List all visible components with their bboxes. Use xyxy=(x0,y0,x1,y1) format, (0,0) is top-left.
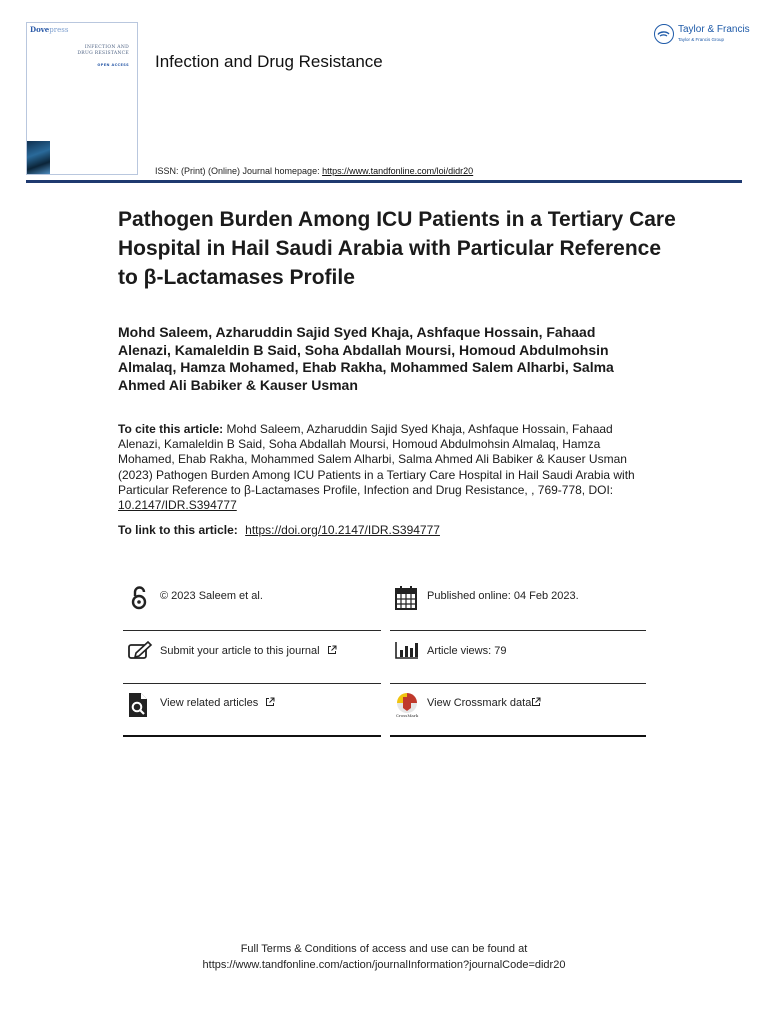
publisher-name: Taylor & Francis xyxy=(678,24,750,35)
cover-journal-line1: INFECTION AND xyxy=(84,45,129,50)
crossmark-label: View Crossmark data xyxy=(427,697,532,709)
edit-icon xyxy=(127,640,151,666)
copyright-text: © 2023 Saleem et al. xyxy=(160,590,263,602)
grid-divider xyxy=(123,630,381,631)
submit-cell[interactable] xyxy=(123,640,381,692)
journal-homepage-link[interactable]: https://www.tandfonline.com/loi/didr20 xyxy=(322,166,474,176)
citation-block xyxy=(118,422,648,513)
related-articles-icon xyxy=(127,692,151,718)
publisher-group: Taylor & Francis Group xyxy=(678,37,725,42)
article-authors: Mohd Saleem, Azharuddin Sajid Syed Khaja, Ashfaque Hossain, Fahaad Alenazi, Kamaleldin B Said, Soha Abdallah Moursi, Homoud Abdulmohsin Almalaq, Hamza Mohamed, Ehab Rakha, Mohammed Salem Alharbi, Salma Ahmed Ali Babiker & Kauser Usman xyxy=(118,324,614,393)
grid-divider xyxy=(123,683,381,684)
cover-brand-suffix: press xyxy=(49,26,69,34)
grid-divider xyxy=(390,683,646,684)
citation-label: To cite this article: xyxy=(118,422,224,436)
published-date: Published online: 04 Feb 2023. xyxy=(427,590,579,602)
cover-brand-name: Dove xyxy=(30,25,50,34)
terms-footer xyxy=(0,942,768,973)
publisher-logo-icon xyxy=(654,24,674,44)
cover-brand xyxy=(30,25,68,34)
cover-journal-title xyxy=(59,45,129,57)
external-link-icon xyxy=(327,645,337,658)
footer-line1: Full Terms & Conditions of access and use can be found at xyxy=(240,943,528,955)
submit-article-label: Submit your article to this journal xyxy=(160,645,320,657)
related-articles-link[interactable] xyxy=(160,697,275,710)
external-link-icon xyxy=(265,697,275,710)
citation-doi-link[interactable]: 10.2147/IDR.S394777 xyxy=(118,498,237,513)
article-link-line xyxy=(118,523,648,537)
article-doi-link[interactable]: https://doi.org/10.2147/IDR.S394777 xyxy=(245,523,440,537)
open-access-icon xyxy=(127,585,151,611)
journal-title: Infection and Drug Resistance xyxy=(155,52,383,71)
grid-divider xyxy=(390,630,646,631)
calendar-icon xyxy=(394,585,418,611)
grid-bottom-rule xyxy=(390,735,646,737)
cover-open-access: OPEN ACCESS xyxy=(97,63,129,67)
external-link-icon xyxy=(531,697,541,710)
views-cell xyxy=(390,640,648,692)
issn-line xyxy=(155,166,473,176)
header-divider xyxy=(26,180,742,183)
bar-chart-icon xyxy=(394,640,418,666)
related-articles-label: View related articles xyxy=(160,697,259,709)
cover-image xyxy=(27,141,50,174)
article-views: Article views: 79 xyxy=(427,645,507,657)
crossmark-logo-text: CrossMark xyxy=(395,713,419,718)
link-label: To link to this article: xyxy=(118,523,238,537)
submit-article-link[interactable] xyxy=(160,645,337,658)
citation-text: Mohd Saleem, Azharuddin Sajid Syed Khaja, Ashfaque Hossain, Fahaad Alenazi, Kamaleldin B Said, Soha Abdallah Moursi, Homoud Abdulmohsin Almalaq, Hamza Mohamed, Ehab Rakha, Mohammed Salem Alharbi, Salma Ahmed Ali Babiker & Kauser Usman (2023) Pathogen Burden Among ICU Patients in a Tertiary Care Hospital in Hail Saudi Arabia with Particular Reference to β-Lactamases Profile, Infection and Drug Resistance, , 769-778, DOI: xyxy=(118,422,635,497)
cover-journal-line2: DRUG RESISTANCE xyxy=(77,51,129,56)
journal-cover-thumbnail xyxy=(26,22,138,175)
crossmark-link[interactable] xyxy=(427,697,541,710)
issn-label: ISSN: (Print) (Online) Journal homepage: xyxy=(155,166,320,176)
crossmark-icon xyxy=(394,692,418,718)
grid-bottom-rule xyxy=(123,735,381,737)
article-title: Pathogen Burden Among ICU Patients in a Tertiary Care Hospital in Hail Saudi Arabia with Particular Reference to β-Lactamases Profile xyxy=(118,208,676,289)
footer-terms-link[interactable]: https://www.tandfonline.com/action/journalInformation?journalCode=didr20 xyxy=(202,958,566,971)
publisher-logo[interactable] xyxy=(654,23,750,47)
